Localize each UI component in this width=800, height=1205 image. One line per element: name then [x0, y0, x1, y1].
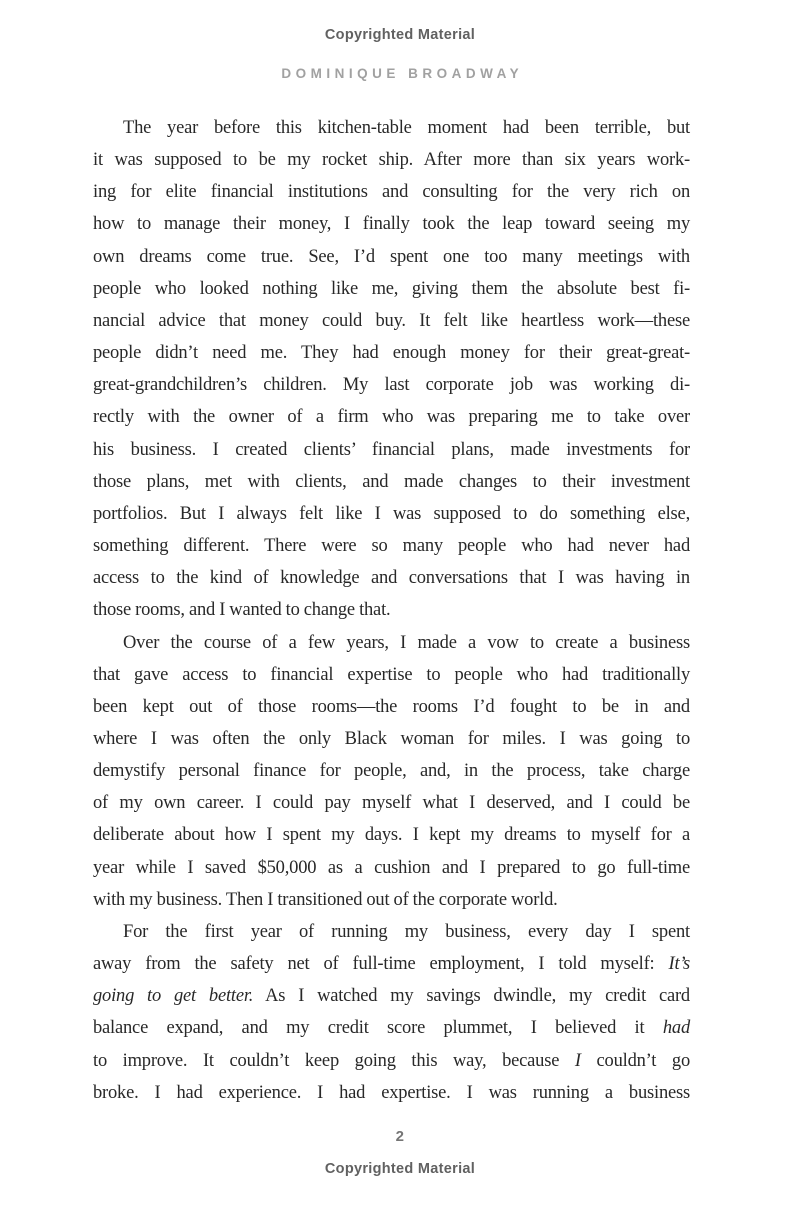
text-line: For the first year of running my business, every day I spent: [123, 921, 690, 942]
text-line: those plans, met with clients, and made changes to their investment: [93, 471, 690, 492]
text-line: been kept out of those rooms—the rooms I’d fought to be in and: [93, 696, 690, 717]
text-line: Over the course of a few years, I made a vow to create a business: [123, 632, 690, 653]
text-line: where I was often the only Black woman for miles. I was going to: [93, 728, 690, 749]
text-line: nancial advice that money could buy. It felt like heartless work—these: [93, 310, 690, 331]
text-line: with my business. Then I transitioned out of the corporate world.: [93, 889, 558, 910]
paragraph: [93, 916, 690, 1109]
text-line: people didn’t need me. They had enough money for their great-great-: [93, 343, 690, 364]
text-line: of my own career. I could pay myself what I deserved, and I could be: [93, 793, 690, 814]
text-line: that gave access to financial expertise to people who had traditionally: [93, 664, 690, 685]
text-line: something different. There were so many people who had never had: [93, 536, 690, 557]
page-number: 2: [395, 1128, 405, 1145]
text-line: ing for elite financial institutions and consulting for the very rich on: [93, 182, 690, 203]
text-line: going to get better. As I watched my savings dwindle, my credit card: [93, 986, 690, 1007]
body-text: [93, 112, 690, 1109]
copyright-notice-bottom: Copyrighted Material: [324, 1161, 476, 1177]
text-line: his business. I created clients’ financial plans, made investments for: [93, 439, 690, 460]
text-line: rectly with the owner of a firm who was preparing me to take over: [93, 407, 690, 428]
text-line: away from the safety net of full-time employment, I told myself: It’s: [93, 954, 690, 975]
text-line: year while I saved $50,000 as a cushion and I prepared to go full-time: [93, 857, 690, 878]
text-line: broke. I had experience. I had expertise. I was running a business: [93, 1082, 690, 1103]
copyright-notice-top: Copyrighted Material: [324, 27, 476, 43]
text-line: portfolios. But I always felt like I was supposed to do something else,: [93, 503, 690, 524]
text-line: those rooms, and I wanted to change that.: [93, 600, 391, 621]
text-line: people who looked nothing like me, giving them the absolute best fi-: [93, 278, 690, 299]
text-line: demystify personal finance for people, and, in the process, take charge: [93, 761, 690, 782]
paragraph: [93, 112, 690, 627]
text-line: it was supposed to be my rocket ship. After more than six years work-: [93, 150, 690, 171]
text-line: deliberate about how I spent my days. I kept my dreams to myself for a: [93, 825, 690, 846]
text-line: great-grandchildren’s children. My last corporate job was working di-: [93, 375, 690, 396]
text-line: access to the kind of knowledge and conversations that I was having in: [93, 568, 690, 589]
text-line: balance expand, and my credit score plummet, I believed it had: [93, 1018, 690, 1039]
text-line: The year before this kitchen-table moment had been terrible, but: [123, 118, 690, 138]
paragraph: [93, 627, 690, 916]
running-header-author: DOMINIQUE BROADWAY: [281, 66, 524, 81]
text-line: to improve. It couldn’t keep going this way, because I couldn’t go: [93, 1050, 690, 1071]
text-line: own dreams come true. See, I’d spent one too many meetings with: [93, 246, 690, 267]
text-line: how to manage their money, I finally took the leap toward seeing my: [93, 214, 690, 235]
